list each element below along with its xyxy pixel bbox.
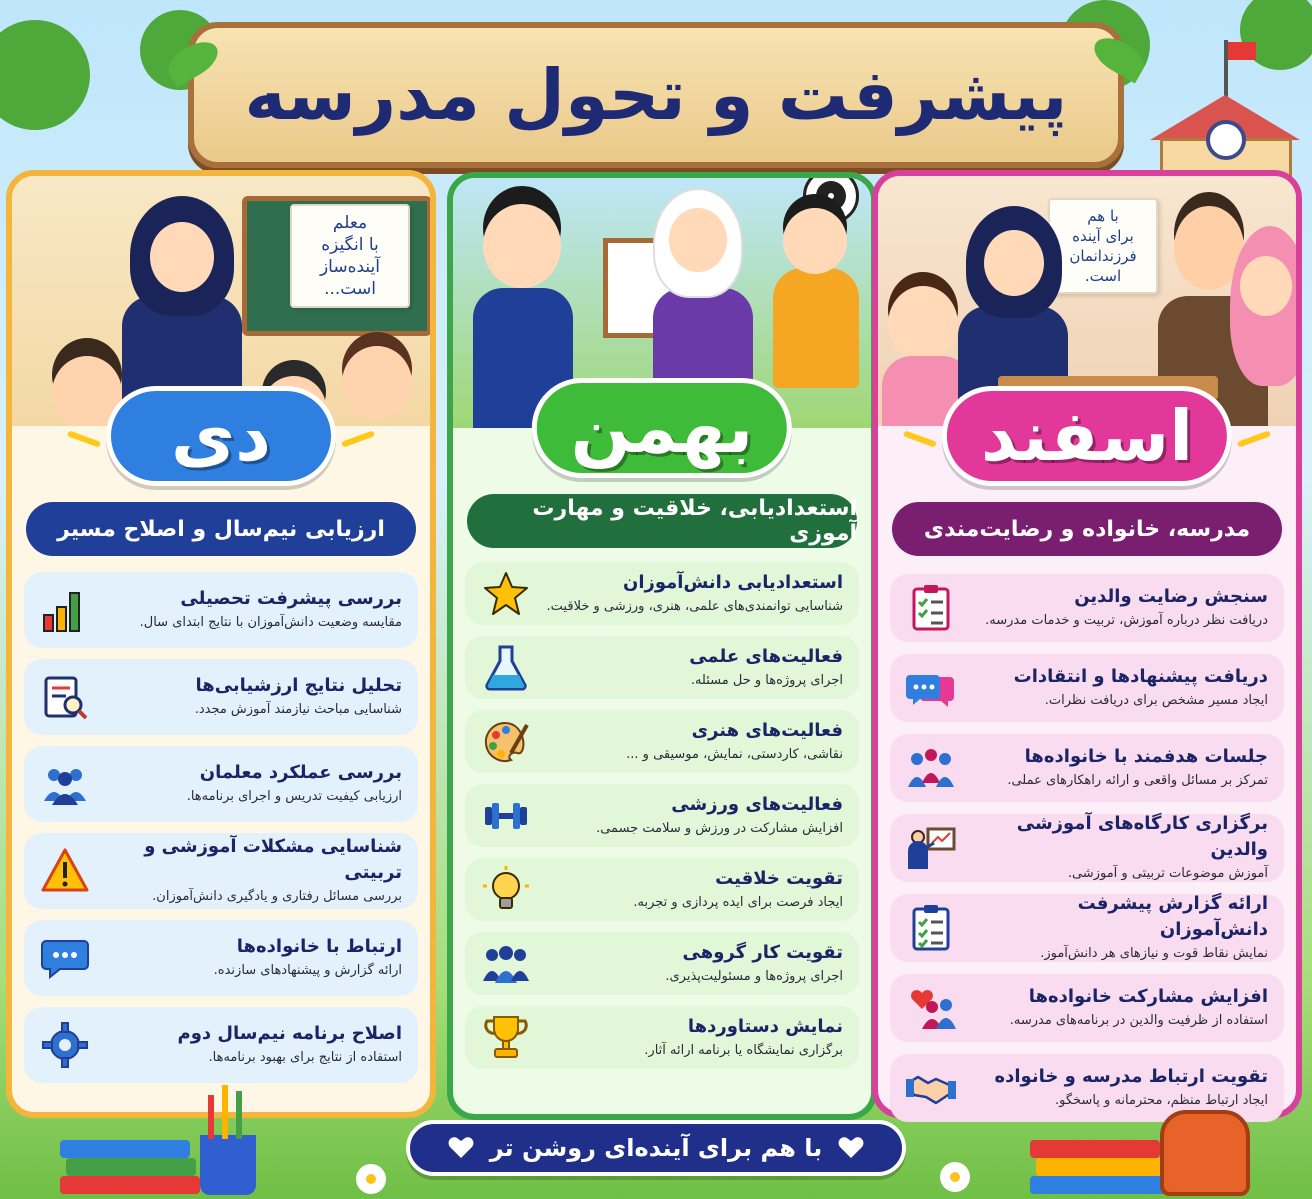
list-item: دریافت پیشنهادها و انتقادات ایجاد مسیر مشخص برای دریافت نظرات.: [890, 654, 1284, 722]
flag-icon: [1224, 40, 1228, 100]
heart-icon: [838, 1136, 864, 1160]
month-label: بهمن: [570, 387, 754, 469]
list-item: بررسی عملکرد معلمان ارزیابی کیفیت تدریس و اجرای برنامه‌ها.: [24, 746, 418, 822]
list-item: ارائه گزارش پیشرفت دانش‌آموزان نمایش نقاط قوت و نیازهای هر دانش‌آموز.: [890, 894, 1284, 962]
books-stack-icon: [60, 1140, 200, 1194]
note-card: معلم با انگیزه آینده‌ساز است...: [290, 204, 410, 308]
warning-icon: [40, 846, 90, 896]
list-item: فعالیت‌های ورزشی افزایش مشارکت در ورزش و سلامت جسمی.: [465, 784, 859, 847]
list-item: تقویت خلاقیت ایجاد فرصت برای ایده پردازی و تجربه.: [465, 858, 859, 921]
presenter-icon: [906, 823, 956, 873]
flask-icon: [481, 643, 531, 693]
handshake-icon: [906, 1063, 956, 1113]
gear-icon: [40, 1020, 90, 1070]
list-item: تقویت ارتباط مدرسه و خانواده ایجاد ارتباط منظم، محترمانه و پاسخگو.: [890, 1054, 1284, 1122]
list-item: شناسایی مشکلات آموزشی و تربیتی بررسی مسائل رفتاری و یادگیری دانش‌آموزان.: [24, 833, 418, 909]
column-subtitle: استعدادیابی، خلاقیت و مهارت آموزی: [467, 494, 857, 548]
boy-figure: [773, 268, 859, 388]
list-item: اصلاح برنامه نیم‌سال دوم استفاده از نتایج برای بهبود برنامه‌ها.: [24, 1007, 418, 1083]
list-item: نمایش دستاوردها برگزاری نمایشگاه یا برنامه ارائه آثار.: [465, 1006, 859, 1069]
column-subtitle: ارزیابی نیم‌سال و اصلاح مسیر: [26, 502, 416, 556]
list-item: ارتباط با خانواده‌ها ارائه گزارش و پیشنهادهای سازنده.: [24, 920, 418, 996]
meeting-icon: [906, 743, 956, 793]
note-card: با هم برای آینده فرزندانمان است.: [1048, 198, 1158, 294]
month-badge: [532, 378, 792, 478]
list-item: استعدادیابی دانش‌آموزان شناسایی توانمندی‌های علمی، هنری، ورزشی و خلاقیت.: [465, 562, 859, 625]
dumbbell-icon: [481, 791, 531, 841]
list-item: بررسی پیشرفت تحصیلی مقایسه وضعیت دانش‌آموزان با نتایج ابتدای سال.: [24, 572, 418, 648]
month-label: دی: [170, 395, 272, 477]
backpack-icon: [1160, 1110, 1250, 1196]
column-bahman: [447, 172, 877, 1120]
tree-decoration: [0, 20, 90, 130]
pencil-cup-icon: [200, 1135, 256, 1195]
bar-chart-icon: [40, 585, 90, 635]
flower-icon: [944, 1166, 966, 1188]
footer-text: با هم برای آینده‌ای روشن تر: [489, 1134, 823, 1162]
chat-bubble-icon: [40, 933, 90, 983]
footer-banner: [406, 1120, 906, 1176]
family-heart-icon: [906, 983, 956, 1033]
item-list: [465, 562, 859, 1080]
people-icon: [40, 759, 90, 809]
month-badge: [942, 386, 1232, 486]
books-stack-icon: [1030, 1140, 1170, 1194]
clipboard-search-icon: [40, 672, 90, 722]
student-figure: [342, 346, 412, 420]
page-title: پیشرفت و تحول مدرسه: [244, 54, 1068, 136]
report-icon: [906, 903, 956, 953]
lightbulb-icon: [481, 865, 531, 915]
list-item: تحلیل نتایج ارزشیابی‌ها شناسایی مباحث نیازمند آموزش مجدد.: [24, 659, 418, 735]
list-item: سنجش رضایت والدین دریافت نظر درباره آموزش، تربیت و خدمات مدرسه.: [890, 574, 1284, 642]
list-item: فعالیت‌های هنری نقاشی، کاردستی، نمایش، موسیقی و ...: [465, 710, 859, 773]
month-label: اسفند: [980, 395, 1194, 477]
list-item: برگزاری کارگاه‌های آموزشی والدین آموزش موضوعات تربیتی و آموزشی.: [890, 814, 1284, 882]
flower-icon: [360, 1168, 382, 1190]
clock-icon: [1206, 120, 1246, 160]
list-item: افزایش مشارکت خانواده‌ها استفاده از ظرفیت والدین در برنامه‌های مدرسه.: [890, 974, 1284, 1042]
palette-icon: [481, 717, 531, 767]
chat-bubbles-icon: [906, 663, 956, 713]
list-item: فعالیت‌های علمی اجرای پروژه‌ها و حل مسئله.: [465, 636, 859, 699]
item-list: [24, 572, 418, 1094]
heart-icon: [448, 1136, 474, 1160]
item-list: [890, 574, 1284, 1134]
checklist-icon: [906, 583, 956, 633]
column-dey: [6, 170, 436, 1118]
student-figure: [888, 286, 958, 362]
title-banner: [188, 22, 1124, 168]
column-esfand: [872, 170, 1302, 1118]
column-subtitle: مدرسه، خانواده و رضایت‌مندی: [892, 502, 1282, 556]
trophy-icon: [481, 1013, 531, 1063]
month-badge: [106, 386, 336, 486]
list-item: تقویت کار گروهی اجرای پروژه‌ها و مسئولیت‌پذیری.: [465, 932, 859, 995]
list-item: جلسات هدفمند با خانواده‌ها تمرکز بر مسائل واقعی و ارائه راهکارهای عملی.: [890, 734, 1284, 802]
star-icon: [481, 569, 531, 619]
team-icon: [481, 939, 531, 989]
